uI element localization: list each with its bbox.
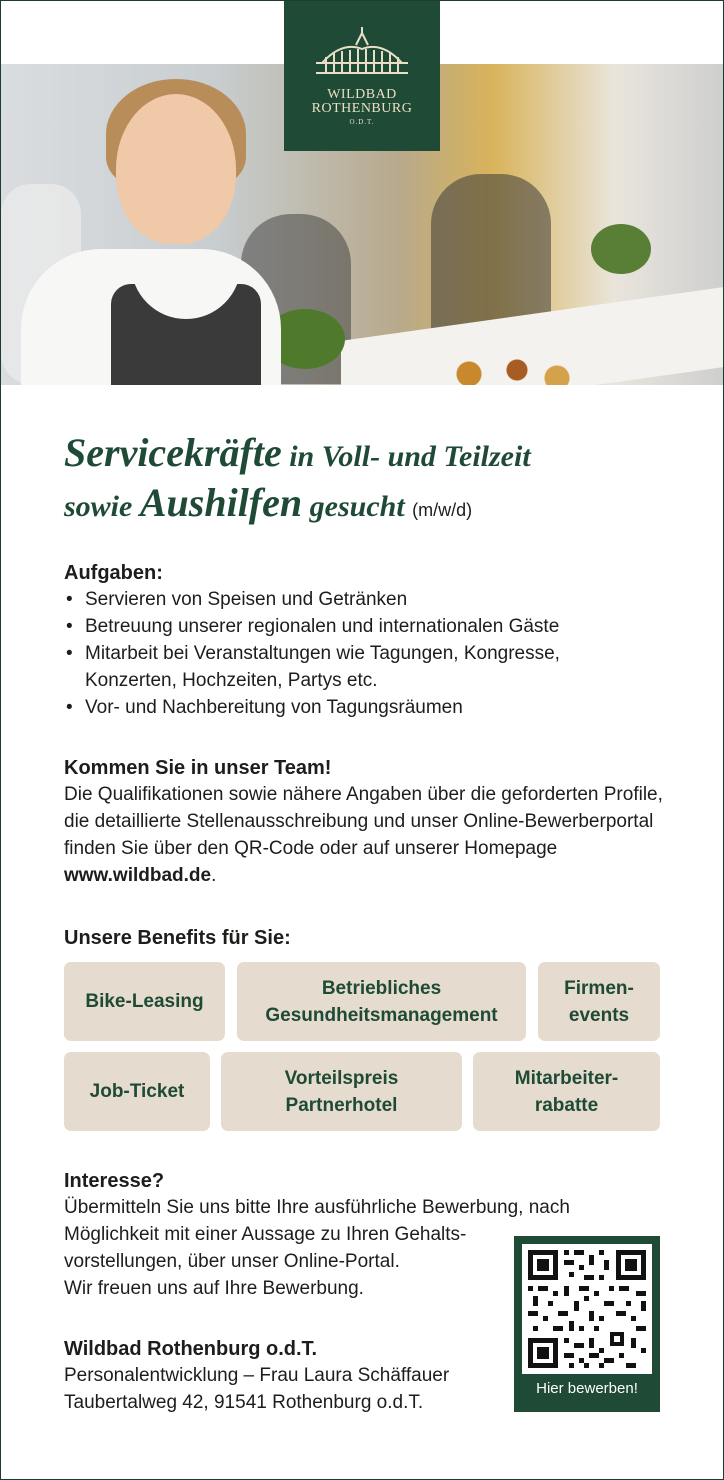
team-title: Kommen Sie in unser Team! [64,757,332,779]
headline-voll-teilzeit: in Voll- und Teilzeit [281,440,531,473]
wildbad-logo [284,1,440,151]
benefit-gesundheitsmanagement: Betriebliches Gesundheitsmanagement [237,962,526,1041]
contact-section [64,1336,504,1416]
headline-mwd: (m/w/d) [412,500,473,520]
list-item: • Servieren von Speisen und Getränken [64,586,664,613]
logo-line-wildbad: WILDBAD [327,87,397,102]
qr-caption[interactable]: Hier bewerben! [536,1380,638,1397]
team-text [64,781,664,889]
headline-gesucht: gesucht [302,490,413,523]
headline-sowie: sowie [64,490,140,523]
team-description: Die Qualifikationen sowie nähere Angaben über die geforderten Profile, die detaillierte Stellenausschreibung und unser Online-Bewerberportal finden Sie über den QR-Code oder auf unserer Homepage [64,784,663,859]
interest-line: Übermitteln Sie uns bitte Ihre ausführliche Bewerbung, nach [64,1197,570,1218]
benefit-vorteilspreis: Vorteilspreis Partnerhotel [221,1052,462,1131]
logo-line-odt: O.D.T. [349,118,375,126]
tasks-list [64,586,664,721]
benefit-firmenevents: Firmen- events [538,962,660,1041]
team-section [64,755,664,889]
list-item: • Mitarbeit bei Veranstaltungen wie Tagungen, Kongresse, Konzerten, Hochzeiten, Partys etc. [64,640,645,694]
qr-code-icon[interactable] [522,1244,652,1374]
interest-line: Wir freuen uns auf Ihre Bewerbung. [64,1278,364,1299]
tasks-section [64,560,664,721]
interest-line: Möglichkeit mit einer Aussage zu Ihren Gehalts- [64,1224,467,1245]
benefit-job-ticket: Job-Ticket [64,1052,210,1131]
interest-line: vorstellungen, über unser Online-Portal. [64,1251,400,1272]
tasks-title: Aufgaben: [64,562,163,584]
list-item: • Vor- und Nachbereitung von Tagungsräumen [64,694,664,721]
interest-title: Interesse? [64,1170,165,1192]
homepage-link[interactable]: www.wildbad.de [64,865,212,886]
benefit-bike-leasing: Bike-Leasing [64,962,225,1041]
logo-line-rothenburg: ROTHENBURG [311,101,413,116]
benefits-section [64,925,664,951]
castle-icon [312,23,412,79]
benefits-title: Unsere Benefits für Sie: [64,927,291,949]
waitress-figure [21,74,281,385]
headline-servicekraefte: Servicekräfte [64,430,282,475]
qr-code-box[interactable] [514,1236,660,1412]
headline-aushilfen: Aushilfen [139,480,303,525]
list-item: • Betreuung unserer regionalen und internationalen Gäste [64,613,664,640]
benefit-mitarbeiterrabatte: Mitarbeiter- rabatte [473,1052,660,1131]
contact-address: Taubertalweg 42, 91541 Rothenburg o.d.T. [64,1392,424,1413]
headline [64,428,684,528]
team-text-end: . [211,865,217,886]
contact-title: Wildbad Rothenburg o.d.T. [64,1338,318,1360]
contact-line: Personalentwicklung – Frau Laura Schäffauer [64,1365,450,1386]
